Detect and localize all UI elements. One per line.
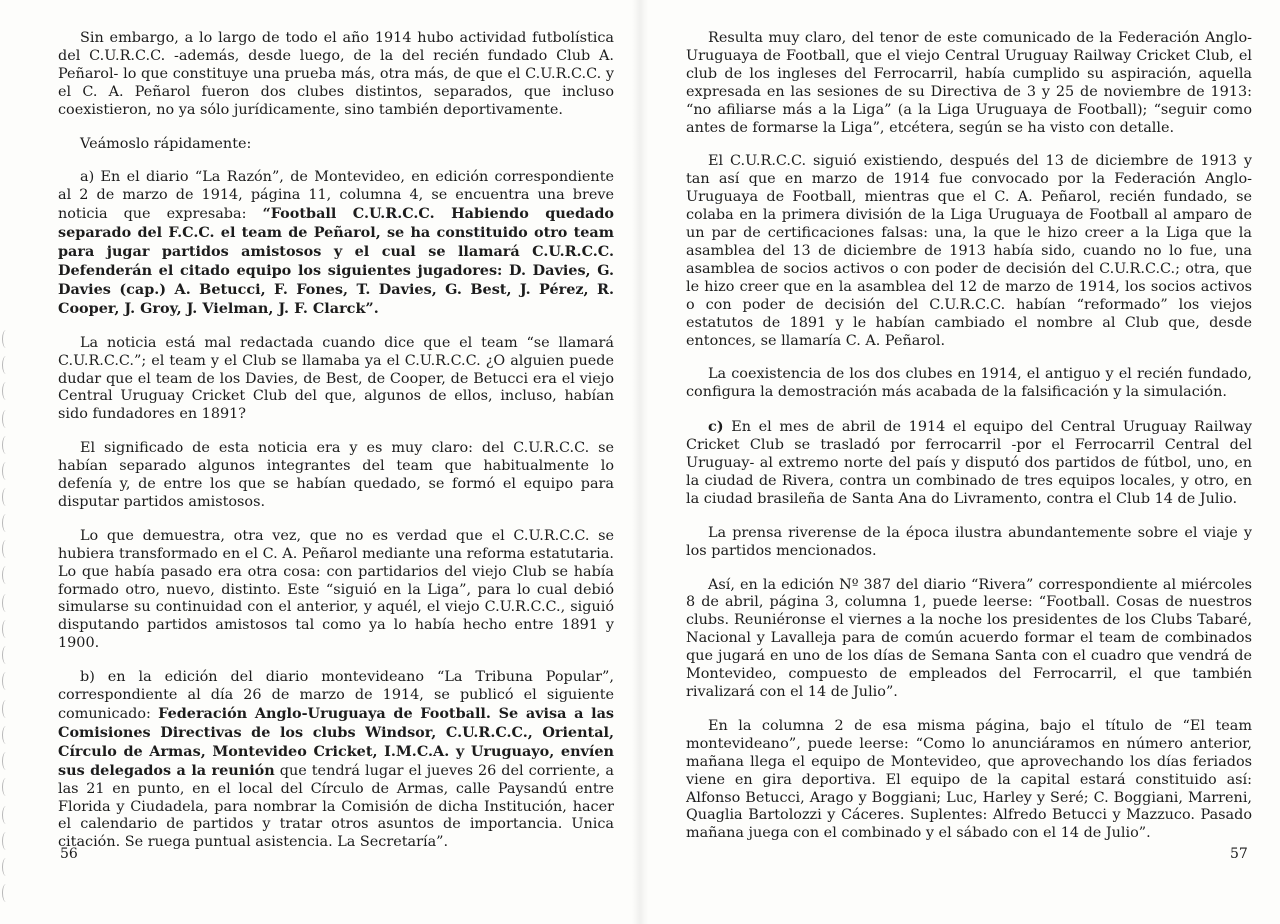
bold-quote: c): [708, 418, 724, 436]
paragraph: [686, 153, 1252, 350]
text-run: Sin embargo, a lo largo de todo el año 1914 hubo actividad futbolística del C.U.R.C.C. -además, desde luego, de la del recién fundado Club A. Peñarol- lo que constituye una prueba más, otra más, de que el C.U.R.C.C. y el C. A. Peñarol fueron dos clubes distintos, separados, que incluso coexistieron, no ya sólo jurídicamente, sino también deportivamente.: [58, 30, 614, 118]
paragraph: [686, 30, 1252, 137]
text-run: Así, en la edición Nº 387 del diario “Rivera” correspondiente al miércoles 8 de abril, página 3, columna 1, puede leerse: “Football. Cosas de nuestros clubs. Reuniéronse el viernes a la noche los presidentes de los Clubs Tabaré, Nacional y Lavalleja para de común acuerdo formar el team de combinados que jugará en uno de los días de Semana Santa con el cuadro que vendrá de Montevideo, compuesto de empleados del Ferrocarril, el que también rivalizará con el 14 de Julio”.: [686, 576, 1252, 700]
paragraph: [58, 136, 614, 154]
paragraph: [686, 577, 1252, 702]
left-page-text: [58, 30, 614, 868]
paragraph: [58, 669, 614, 852]
text-run: En el mes de abril de 1914 el equipo del Central Uruguay Railway Cricket Club se trasladó por ferrocarril -por el Ferrocarril Central del Uruguay- al extremo norte del país y disputó dos partidos de fútbol, uno, en la ciudad de Rivera, contra un combinado de tres equipos locales, y otro, en la ciudad brasileña de Santa Ana do Livramento, contra el Club 14 de Julio.: [686, 419, 1252, 507]
text-run: El C.U.R.C.C. siguió existiendo, después del 13 de diciembre de 1913 y tan así que en marzo de 1914 fue convocado por la Federación Anglo-Uruguaya de Football, mientras que el C. A. Peñarol, recién fundado, se colaba en la primera división de la Liga Uruguaya de Football al amparo de un par de certificaciones falsas: una, la que le hizo creer a la Liga que la asamblea del 13 de diciembre de 1913 había sido, cuando no lo fue, una asamblea de socios activos o con poder de decisión del C.U.R.C.C.; otra, que le hizo creer que en la asamblea del 12 de marzo de 1914, los socios activos o con poder de decisión del C.U.R.C.C. habían “reformado” los viejos estatutos de 1891 y le habían cambiado el nombre al Club que, desde entonces, se llamaría C. A. Peñarol.: [686, 153, 1252, 349]
bold-quote: “Football C.U.R.C.C. Habiendo quedado separado del F.C.C. el team de Peñarol, se ha constituido otro team para jugar partidos amistosos y el cual se llamará C.U.R.C.C. Defenderán el citado equipo los siguientes jugadores: D. Davies, G. Davies (cap.) A. Betucci, F. Fones, T. Davies, G. Best, J. Pérez, R. Cooper, J. Groy, J. Vielman, J. F. Clarck”.: [58, 205, 615, 317]
right-page-text: [686, 30, 1252, 859]
text-run: El significado de esta noticia era y es muy claro: del C.U.R.C.C. se habían separado algunos integrantes del team que habitualmente lo defenía y, de entre los que se habían quedado, se formó el equipo para disputar partidos amistosos.: [58, 440, 614, 510]
paragraph: [686, 718, 1252, 843]
text-run: b) en la edición del diario montevideano “La Tribuna Popular”, correspondiente al día 26 de marzo de 1914, se publicó el siguiente comunicado:: [58, 669, 614, 722]
text-run: Resulta muy claro, del tenor de este comunicado de la Federación Anglo-Uruguaya de Football, que el viejo Central Uruguay Railway Cricket Club, el club de los ingleses del Ferrocarril, había cumplido su aspiración, aquella expresada en las sesiones de su Directiva de 3 y 25 de noviembre de 1913: “no afiliarse más a la Liga” (a la Liga Uruguaya de Football); “seguir como antes de formarse la Liga”, etcétera, según se ha visto con detalle.: [686, 30, 1252, 136]
paragraph: [58, 335, 614, 425]
text-run: En la columna 2 de esa misma página, bajo el título de “El team montevideano”, puede leerse: “Como lo anunciáramos en número anterior, mañana llega el equipo de Montevideo, que aprovechando los días feriados viene en gira deportiva. El equipo de la capital estará constituido así: Alfonso Betucci, Arago y Boggiani; Luc, Harley y Seré; C. Boggiani, Marreni, Quaglia Bartolozzi y Cáceres. Suplentes: Alfredo Betucci y Mazzuco. Pasado mañana juega con el combinado y el sábado con el 14 de Julio”.: [686, 717, 1252, 842]
paragraph: [58, 169, 614, 318]
paragraph: [58, 528, 614, 653]
text-run: La prensa riverense de la época ilustra abundantemente sobre el viaje y los partidos mencionados.: [686, 524, 1252, 559]
text-run: Veámoslo rápidamente:: [80, 135, 252, 152]
text-run: La coexistencia de los dos clubes en 1914, el antiguo y el recién fundado, configura la demostración más acabada de la falsificación y la simulación.: [686, 366, 1252, 401]
paragraph: [58, 30, 614, 120]
right-page-number: 57: [1230, 846, 1248, 862]
left-page-number: 56: [60, 846, 78, 862]
bold-quote: Federación Anglo-Uruguaya de Football. Se avisa a las Comisiones Directivas de los clubs Windsor, C.U.R.C.C., Oriental, Círculo de Armas, Montevideo Cricket, I.M.C.A. y Uruguayo, envíen sus delegados a la reunión: [58, 705, 615, 779]
right-page: [640, 0, 1280, 924]
text-run: Lo que demuestra, otra vez, que no es verdad que el C.U.R.C.C. se hubiera transformado en el C. A. Peñarol mediante una reforma estatutaria. Lo que había pasado era otra cosa: con partidarios del viejo Club se había formado otro, nuevo, distinto. Este “siguió en la Liga”, para lo cual debió simularse su continuidad con el anterior, y aquél, el viejo C.U.R.C.C., siguió disputando partidos amistosos tal como ya lo había hecho entre 1891 y 1900.: [58, 527, 614, 652]
text-run: que tendrá lugar el jueves 26 del corriente, a las 21 en punto, en el local del Círculo de Armas, calle Paysandú entre Florida y Ciudadela, para nombrar la Comisión de dicha Institución, hacer el calendario de partidos y tratar otros asuntos de importancia. Unica citación. Se ruega puntual asistencia. La Secretaría”.: [58, 762, 614, 851]
paragraph: [58, 440, 614, 512]
paragraph: [686, 418, 1252, 509]
text-run: La noticia está mal redactada cuando dice que el team “se llamará C.U.R.C.C.”; el team y el Club se llamaba ya el C.U.R.C.C. ¿O alguien puede dudar que el team de los Davies, de Best, de Cooper, de Betucci era el viejo Central Uruguay Cricket Club del que, algunos de ellos, incluso, habían sido fundadores en 1891?: [58, 334, 614, 423]
paragraph: [686, 525, 1252, 561]
paragraph: [686, 366, 1252, 402]
text-run: a) En el diario “La Razón”, de Montevideo, en edición correspondiente al 2 de marzo de 1914, página 11, columna 4, se encuentra una breve noticia que expresaba:: [58, 169, 614, 223]
